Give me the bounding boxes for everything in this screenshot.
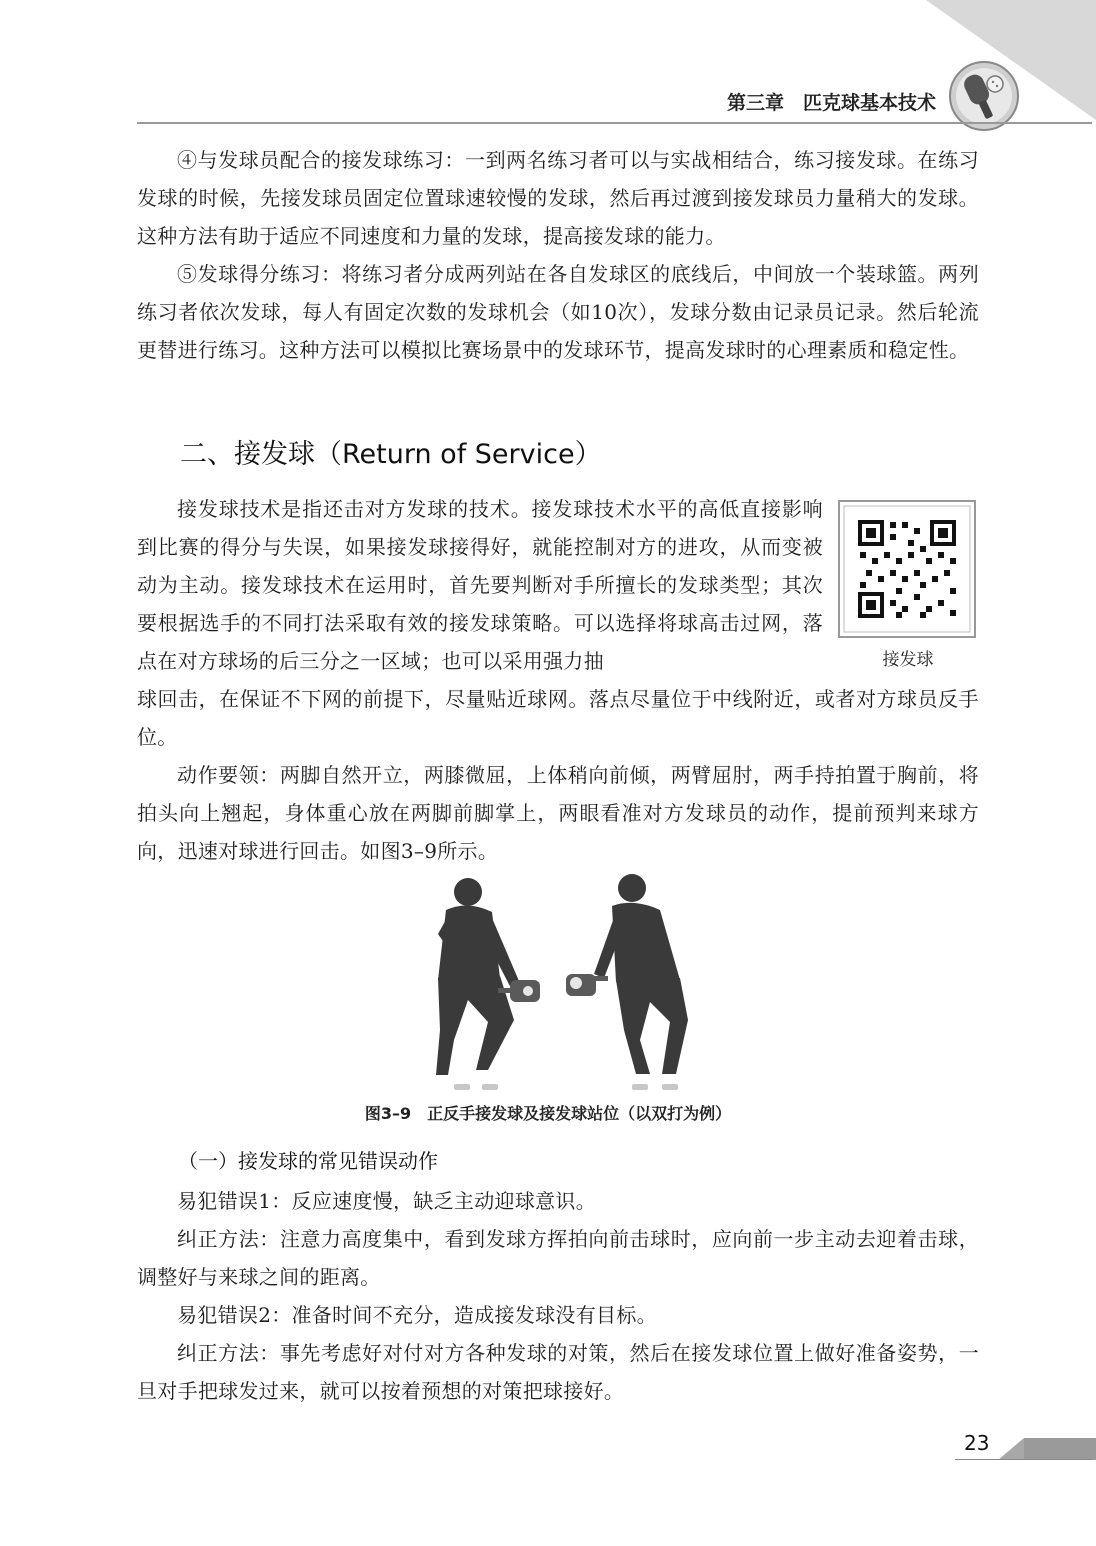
chapter-title: 第三章 匹克球基本技术 [726,92,936,114]
qr-code [838,500,976,638]
paragraph-serve-scoring-practice: ⑤发球得分练习：将练习者分成两列站在各自发球区的底线后，中间放一个装球篮。两列练习者依次发球，每人有固定次数的发球机会（如10次），发球分数由记录员记录。然后轮流更替进行练习。这种方法可以模拟比赛场景中的发球环节，提高发球时的心理素质和稳定性。 [137,262,979,362]
return-of-service-photo [418,870,702,1098]
footer-rule [955,1459,1092,1460]
paragraph-return-intro-continued: 球回击，在保证不下网的前提下，尽量贴近球网。落点尽量位于中线附近，或者对方球员反手位。 [137,687,979,749]
paragraph-fix-2: 纠正方法：事先考虑好对付对方各种发球的对策，然后在接发球位置上做好准备姿势，一旦对手把球发过来，就可以按着预想的对策把球接好。 [137,1341,979,1403]
section-heading-return-of-service: 二、接发球（Return of Service） [180,439,602,470]
paragraph-action-essentials: 动作要领：两脚自然开立，两膝微屈，上体稍向前倾，两臂屈肘，两手持拍置于胸前，将拍头向上翘起，身体重心放在两脚前脚掌上，两眼看准对方发球员的动作，提前预判来球方向，迅速对球进行回击。如图3–9所示。 [137,763,979,863]
qr-code-label: 接发球 [882,650,934,670]
paragraph-error-1: 易犯错误1：反应速度慢，缺乏主动迎球意识。 [177,1189,597,1213]
footer-triangle-decoration [998,1438,1024,1460]
paragraph-error-2: 易犯错误2：准备时间不充分，造成接发球没有目标。 [177,1303,657,1327]
figure-caption: 图3–9 正反手接发球及接发球站位（以双打为例） [364,1104,732,1123]
header-rule [137,122,1092,124]
paragraph-return-intro: 接发球技术是指还击对方发球的技术。接发球技术水平的高低直接影响到比赛的得分与失误，如果接发球接得好，就能控制对方的进攻，从而变被动为主动。接发球技术在运用时，首先要判断对手所擅长的发球类型；其次要根据选手的不同打法采取有效的接发球策略。可以选择将球高击过网，落点在对方球场的后三分之一区域；也可以采用强力抽 [137,497,823,673]
paragraph-fix-1: 纠正方法：注意力高度集中，看到发球方挥拍向前击球时，应向前一步主动去迎着击球，调整好与来球之间的距离。 [137,1227,979,1289]
paragraph-receive-practice: ④与发球员配合的接发球练习：一到两名练习者可以与实战相结合，练习接发球。在练习发球的时候，先接发球员固定位置球速较慢的发球，然后再过渡到接发球员力量稍大的发球。这种方法有助于适应不同速度和力量的发球，提高接发球的能力。 [137,148,979,248]
page-number: 23 [964,1431,990,1455]
footer-bar-decoration [1024,1438,1096,1460]
subsection-heading-common-errors: （一）接发球的常见错误动作 [178,1149,438,1173]
